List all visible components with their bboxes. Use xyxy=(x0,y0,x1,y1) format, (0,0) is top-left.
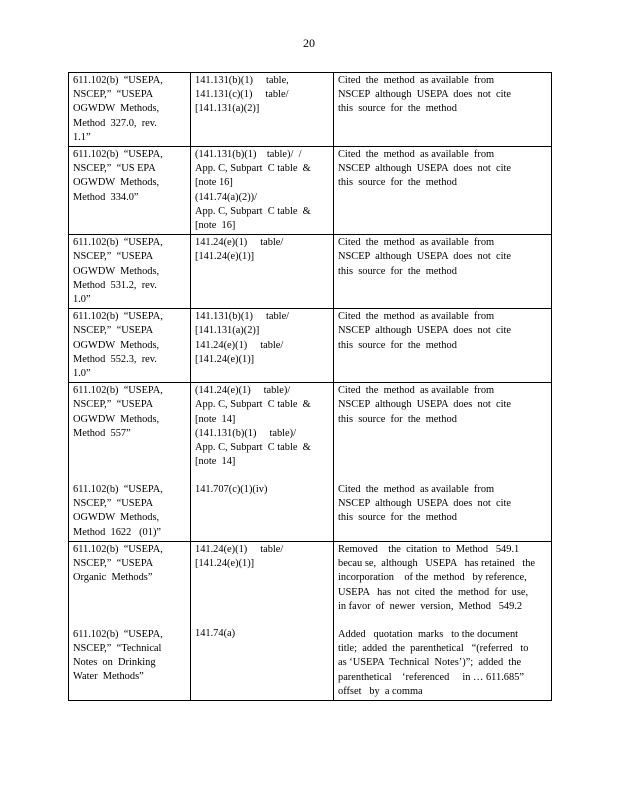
cell-spacer xyxy=(195,571,329,585)
cell-line: Cited the method as available from xyxy=(338,385,495,397)
reference-cell xyxy=(191,309,334,383)
comment-cell xyxy=(334,73,552,147)
cell-line: NSCEP,” “US EPA xyxy=(73,163,156,175)
cell-spacer xyxy=(73,614,186,628)
cell-spacer xyxy=(338,469,547,483)
cell-line: App. C, Subpart C table & xyxy=(195,163,311,175)
cell-spacer xyxy=(73,600,186,614)
section-cell xyxy=(69,73,191,147)
cell-spacer xyxy=(195,613,329,627)
table-row xyxy=(69,235,552,309)
table-row xyxy=(69,383,552,542)
cell-line: 611.102(b) “USEPA, xyxy=(73,484,163,496)
table-body xyxy=(69,73,552,701)
cell-line: NSCEP although USEPA does not cite xyxy=(338,399,511,411)
cell-line: [141.24(e)(1)] xyxy=(195,558,255,570)
cell-spacer xyxy=(338,455,547,469)
cell-line: [note 14] xyxy=(195,413,236,425)
page-number: 20 xyxy=(303,36,315,50)
cell-line: this source for the method xyxy=(338,265,457,277)
cell-line: [note 16] xyxy=(195,220,236,232)
cell-line: Method 1622 (01)” xyxy=(73,526,162,538)
cell-line: becau se, although USEPA has retained the xyxy=(338,558,535,570)
cell-line: OGWDW Methods, xyxy=(73,265,160,277)
reference-cell xyxy=(191,235,334,309)
cell-spacer xyxy=(73,455,186,469)
cell-line: App. C, Subpart C table & xyxy=(195,442,311,454)
cell-line: Organic Methods” xyxy=(73,572,153,584)
cell-line: Notes on Drinking xyxy=(73,656,156,668)
cell-line: incorporation of the method by reference, xyxy=(338,572,527,584)
cell-line: NSCEP although USEPA does not cite xyxy=(338,498,511,510)
cell-line: NSCEP although USEPA does not cite xyxy=(338,325,511,337)
cell-line: NSCEP,” “USEPA xyxy=(73,558,154,570)
cell-line: 1.0” xyxy=(73,368,91,380)
cell-line: 141.24(e)(1) table/ xyxy=(195,543,284,555)
cell-line: [141.24(e)(1)] xyxy=(195,251,255,263)
cell-line: NSCEP,” “USEPA xyxy=(73,89,154,101)
cell-line: Method 334.0” xyxy=(73,191,139,203)
table-row xyxy=(69,147,552,235)
reference-cell xyxy=(191,73,334,147)
cell-line: NSCEP,” “USEPA xyxy=(73,399,154,411)
cell-line: 1.1” xyxy=(73,131,91,143)
cell-line: 611.102(b) “USEPA, xyxy=(73,311,163,323)
cell-line: 141.707(c)(1)(iv) xyxy=(195,484,268,496)
cell-spacer xyxy=(73,586,186,600)
cell-line: title; added the parenthetical “(referred to xyxy=(338,643,529,655)
cell-line: 141.24(e)(1) table/ xyxy=(195,339,284,351)
section-cell xyxy=(69,309,191,383)
cell-line: OGWDW Methods, xyxy=(73,512,160,524)
cell-line: Water Methods” xyxy=(73,671,144,683)
cell-line: this source for the method xyxy=(338,512,457,524)
cell-line: offset by a comma xyxy=(338,685,423,697)
section-cell xyxy=(69,383,191,542)
cell-line: this source for the method xyxy=(338,339,457,351)
comment-cell xyxy=(334,235,552,309)
cell-line: [141.131(a)(2)] xyxy=(195,103,260,115)
cell-line: OGWDW Methods, xyxy=(73,177,160,189)
cell-line: 141.131(c)(1) table/ xyxy=(195,89,289,101)
cell-spacer xyxy=(338,427,547,441)
cell-line: Added quotation marks to the document xyxy=(338,628,519,640)
cell-line: this source for the method xyxy=(338,177,457,189)
cell-spacer xyxy=(73,441,186,455)
cell-line: (141.24(e)(1) table)/ xyxy=(195,385,291,397)
cell-line: Cited the method as available from xyxy=(338,483,495,495)
cell-line: NSCEP although USEPA does not cite xyxy=(338,251,511,263)
cell-line: Cited the method as available from xyxy=(338,237,495,249)
cell-line: Method 557” xyxy=(73,427,131,439)
cell-line: (141.131(b)(1) table)/ xyxy=(195,427,296,439)
comment-cell xyxy=(334,541,552,700)
section-cell xyxy=(69,147,191,235)
cell-line: Cited the method as available from xyxy=(338,75,495,86)
cell-line: NSCEP,” “Technical xyxy=(73,642,162,654)
comment-cell xyxy=(334,309,552,383)
cell-line: 141.131(b)(1) table, xyxy=(195,75,289,86)
section-cell xyxy=(69,235,191,309)
table-row xyxy=(69,541,552,700)
cell-line: 611.102(b) “USEPA, xyxy=(73,385,163,397)
cell-line: 141.74(a) xyxy=(195,628,236,640)
cell-line: this source for the method xyxy=(338,413,457,425)
reference-cell xyxy=(191,383,334,542)
cell-line: Method 327.0, rev. xyxy=(73,117,157,129)
cell-line: 611.102(b) “USEPA, xyxy=(73,237,163,249)
cell-line: App. C, Subpart C table & xyxy=(195,205,311,217)
cell-spacer xyxy=(338,441,547,455)
cell-line: App. C, Subpart C table & xyxy=(195,399,311,411)
cell-line: NSCEP,” “USEPA xyxy=(73,498,154,510)
table-row xyxy=(69,73,552,147)
cell-line: in favor of newer version, Method 549.2 xyxy=(338,600,523,612)
cell-line: 141.131(b)(1) table/ xyxy=(195,311,290,323)
cell-line: NSCEP,” “USEPA xyxy=(73,251,154,263)
cell-line: OGWDW Methods, xyxy=(73,103,160,115)
cell-line: USEPA has not cited the method for use, xyxy=(338,586,529,598)
cell-spacer xyxy=(195,585,329,599)
reference-cell xyxy=(191,147,334,235)
cell-line: [note 16] xyxy=(195,177,233,189)
cell-line: as ‘USEPA Technical Notes’)”; added the xyxy=(338,657,522,669)
cell-line: NSCEP although USEPA does not cite xyxy=(338,163,511,175)
comment-cell xyxy=(334,147,552,235)
cell-line: 611.102(b) “USEPA, xyxy=(73,149,163,161)
cell-line: Removed the citation to Method 549.1 xyxy=(338,543,520,555)
cell-line: (141.131(b)(1) table)/ / xyxy=(195,149,302,161)
incorporations-table xyxy=(68,72,552,701)
cell-spacer xyxy=(195,469,329,483)
cell-line: [note 14] xyxy=(195,456,236,468)
cell-line: Method 552.3, rev. xyxy=(73,353,157,365)
cell-spacer xyxy=(338,614,547,628)
reference-cell xyxy=(191,541,334,700)
cell-line: OGWDW Methods, xyxy=(73,339,160,351)
cell-line: NSCEP,” “USEPA xyxy=(73,325,154,337)
cell-line: OGWDW Methods, xyxy=(73,413,160,425)
section-cell xyxy=(69,541,191,700)
cell-line: this source for the method xyxy=(338,103,457,115)
cell-line: Cited the method as available from xyxy=(338,311,495,323)
cell-line: (141.74(a)(2))/ xyxy=(195,191,258,203)
cell-line: 141.24(e)(1) table/ xyxy=(195,237,284,249)
cell-line: 1.0” xyxy=(73,294,91,306)
cell-spacer xyxy=(195,599,329,613)
cell-line: 611.102(b) “USEPA, xyxy=(73,628,163,640)
cell-line: parenthetical ‘referenced in … 611.685” xyxy=(338,671,524,683)
cell-line: 611.102(b) “USEPA, xyxy=(73,543,163,555)
cell-line: 611.102(b) “USEPA, xyxy=(73,75,163,86)
table-row xyxy=(69,309,552,383)
cell-line: NSCEP although USEPA does not cite xyxy=(338,89,511,101)
cell-line: Cited the method as available from xyxy=(338,149,495,161)
comment-cell xyxy=(334,383,552,542)
cell-line: Method 531.2, rev. xyxy=(73,279,157,291)
cell-spacer xyxy=(73,469,186,483)
cell-line: [141.24(e)(1)] xyxy=(195,353,255,365)
cell-line: [141.131(a)(2)] xyxy=(195,325,260,337)
